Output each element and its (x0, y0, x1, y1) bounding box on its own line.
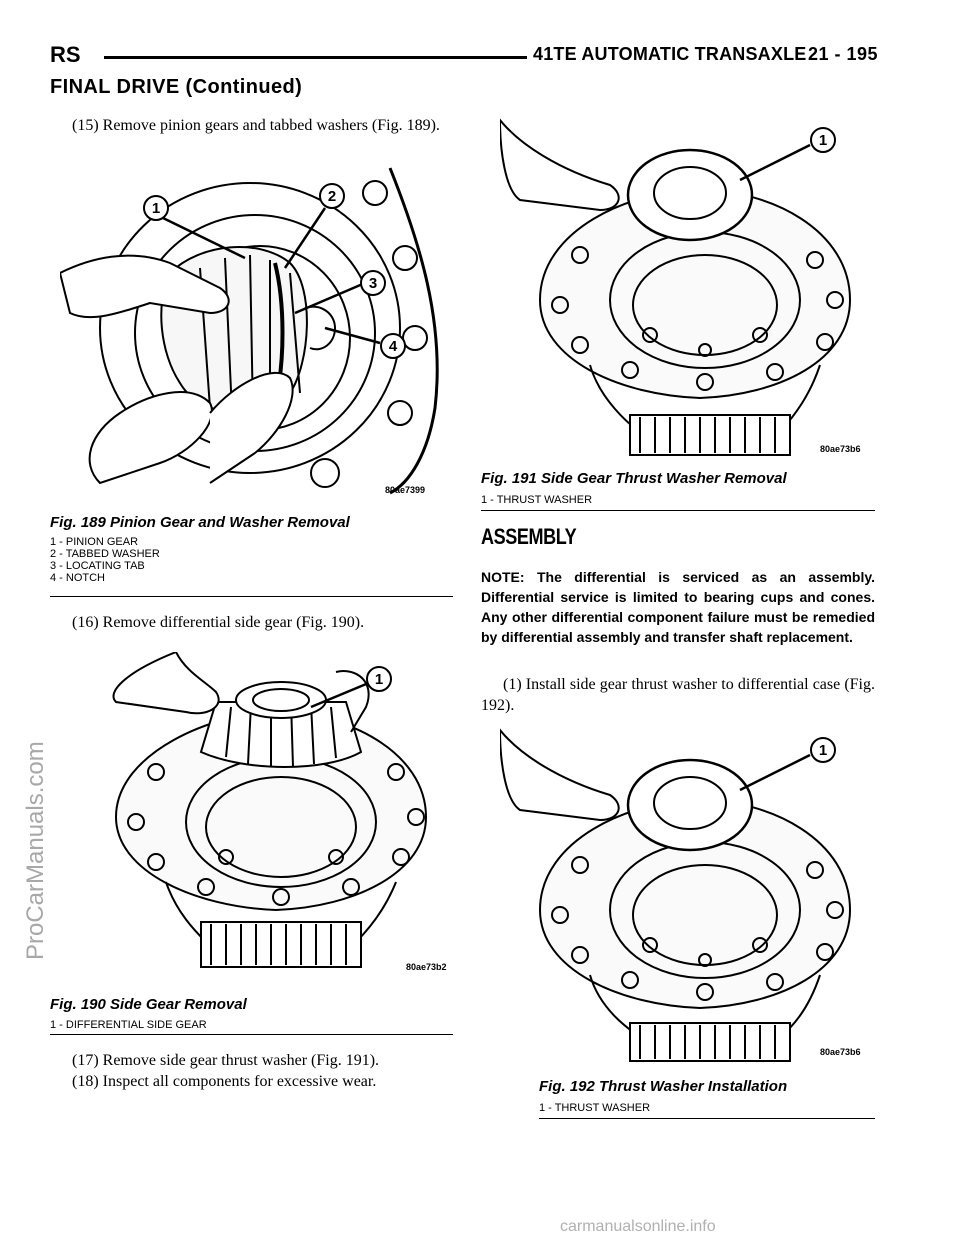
fig-189-callout-3: 3 (368, 275, 378, 292)
fig-192-illustration (500, 725, 870, 1065)
fig-189-callout-2: 2 (327, 188, 337, 205)
fig-192-divider (539, 1118, 875, 1119)
fig-189-callout-4: 4 (388, 338, 398, 355)
fig-190-divider (50, 1034, 453, 1035)
fig-190-caption: Fig. 190 Side Gear Removal (50, 996, 247, 1013)
header-title: 41TE AUTOMATIC TRANSAXLE (533, 44, 807, 64)
fig-191-legend-item: 1 - THRUST WASHER (481, 494, 593, 506)
fig-191-legend (481, 494, 592, 506)
fig-191-illustration (500, 110, 870, 460)
fig-190-illustration (96, 652, 456, 982)
header-rule (104, 56, 527, 59)
steps-17-18 (50, 1050, 453, 1092)
fig-189-legend (50, 536, 160, 584)
fig-191-code: 80ae73b6 (820, 444, 861, 454)
fig-192-caption: Fig. 192 Thrust Washer Installation (539, 1078, 788, 1095)
assembly-step-1: (1) Install side gear thrust washer to differential case (Fig. 192). (481, 676, 875, 714)
fig-190-callout-1: 1 (374, 671, 384, 688)
fig-192-code: 80ae73b6 (820, 1047, 861, 1057)
fig-191-callout-1: 1 (818, 132, 828, 149)
fig-190-code: 80ae73b2 (406, 962, 447, 972)
section-continued-heading: FINAL DRIVE (Continued) (50, 76, 303, 98)
fig-192-legend-item: 1 - THRUST WASHER (539, 1102, 651, 1114)
assembly-heading: ASSEMBLY (481, 524, 577, 549)
fig-189-callout-1: 1 (151, 200, 161, 217)
step-15: (15) Remove pinion gears and tabbed washers (Fig. 189). (72, 117, 440, 134)
step-17: (17) Remove side gear thrust washer (Fig. 191). (72, 1052, 380, 1069)
fig-190-legend-item: 1 - DIFFERENTIAL SIDE GEAR (50, 1019, 207, 1031)
fig-189-legend-item: 1 - PINION GEAR (50, 536, 139, 548)
fig-189-caption: Fig. 189 Pinion Gear and Washer Removal (50, 514, 350, 531)
step-16: (16) Remove differential side gear (Fig. 190). (72, 614, 365, 631)
fig-189-legend-item: 4 - NOTCH (50, 572, 105, 584)
fig-189-legend-item: 2 - TABBED WASHER (50, 548, 160, 560)
fig-192-callout-1: 1 (818, 742, 828, 759)
fig-191-divider (481, 510, 875, 511)
fig-189-legend-item: 3 - LOCATING TAB (50, 560, 145, 572)
fig-189-divider (50, 596, 453, 597)
side-watermark: ProCarManuals.com (22, 741, 49, 960)
fig-192-legend (539, 1102, 650, 1114)
page-number: 21 - 195 (808, 44, 879, 64)
assembly-note: NOTE: The differential is serviced as an assembly. Differential service is limited to bearing cups and cones. Any other differential component failure must be remedied by differential assembly and transfer shaft replacement. (481, 569, 875, 645)
header-section-code: RS (50, 42, 81, 67)
step-18: (18) Inspect all components for excessive wear. (72, 1073, 377, 1090)
fig-190-legend (50, 1019, 207, 1031)
footer-watermark: carmanualsonline.info (560, 1218, 716, 1235)
fig-191-caption: Fig. 191 Side Gear Thrust Washer Removal (481, 470, 787, 487)
fig-189-code: 80ae7399 (385, 485, 426, 495)
fig-189-illustration (60, 163, 450, 498)
